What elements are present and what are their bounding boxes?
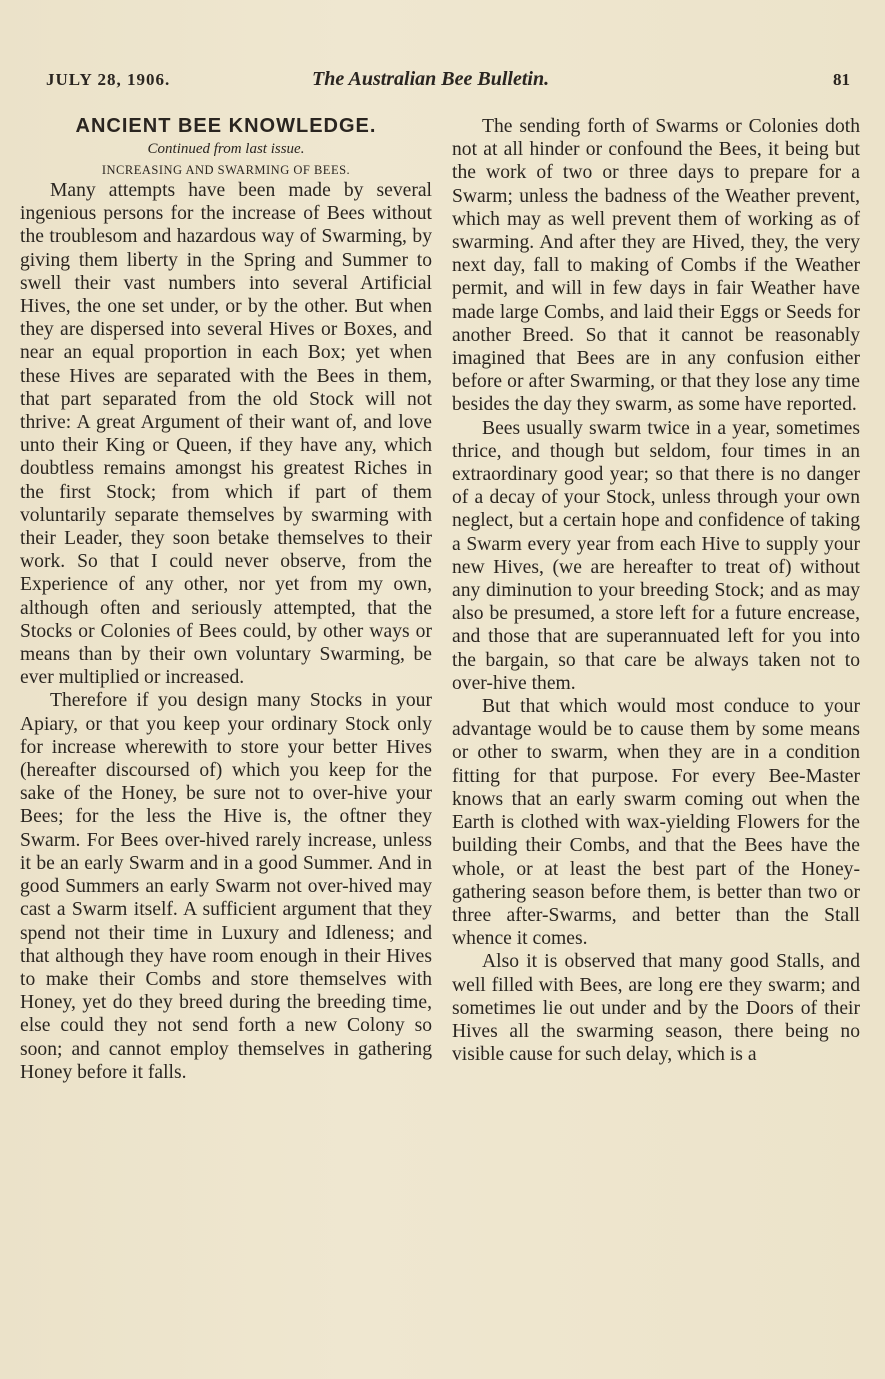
paragraph: Bees usually swarm twice in a year, sometimes thrice, and though but seldom, four times in an extraordinary good year; so that there is no danger of a decay of your Stock, unless through your own neglect, but a certain hope and confidence of taking a Swarm every year from each Hive to supply your new Hives, (we are hereafter to treat of) without any diminution to your breeding Stock; and as may also be presumed, a store left for a future encrease, and those that are superannuated left for you into the bargain, so that care be always taken not to over-hive them. bbox=[452, 417, 860, 694]
right-column bbox=[452, 115, 860, 1066]
column-divider bbox=[441, 112, 442, 1302]
page-number: 81 bbox=[833, 70, 850, 89]
paragraph: Many attempts have been made by several ingenious persons for the increase of Bees without the troublesom and hazardous way of Swarming, by giving them liberty in the Spring and Summer to swell their vast numbers into several Artificial Hives, the one set under, or by the other. But when they are dispersed into several Hives or Boxes, and near an equal proportion in each Box; yet when these Hives are separated with the Bees in them, that part separated from the old Stock will not thrive: A great Argument of their want of, and love unto their King or Queen, if they have any, which doubtless remains amongst his greatest Riches in the first Stock; from which if part of them voluntarily separate themselves by swarming with their Leader, they soon betake themselves to their work. So that I could never observe, from the Experience of any other, nor yet from my own, although often and seriously attempted, that the Stocks or Colonies of Bees could, by other ways or means than by their own voluntary Swarming, be ever multiplied or increased. bbox=[20, 180, 432, 689]
issue-date: JULY 28, 1906. bbox=[46, 70, 171, 89]
paragraph: Therefore if you design many Stocks in your Apiary, or that you keep your ordinary Stock only for increase wherewith to store your better Hives (hereafter discoursed of) which you keep for the sake of the Honey, be sure not to over-hive your Bees; for the less the Hive is, the oftner they Swarm. For Bees over-hived rarely increase, unless it be an early Swarm and in a good Summer. And in good Summers an early Swarm not over-hived may cast a Swarm itself. A sufficient argument that they spend not their time in Luxury and Idleness; and that although they have room enough in their Hives to make their Combs and store themselves with Honey, yet do they breed during the breeding time, else could they not send forth a new Colony so soon; and cannot employ themselves in gathering Honey before it falls. bbox=[20, 690, 432, 1083]
journal-title: The Australian Bee Bulletin. bbox=[312, 68, 550, 90]
left-column bbox=[20, 112, 432, 1084]
page-header bbox=[46, 70, 852, 98]
paragraph: The sending forth of Swarms or Colonies doth not at all hinder or confound the Bees, it being but the work of two or three days to prepare for a Swarm; unless the badness of the Weather prevent, which may as well prevent them of working as of swarming. And after they are Hived, they, the very next day, fall to making of Combs if the Weather permit, and will in few days in fair Weather have made large Combs, and laid their Eggs or Seeds for another Breed. So that it cannot be reasonably imagined that Bees are in any confusion either before or after Swarming, or that they lose any time besides the day they swarm, as some have reported. bbox=[452, 116, 860, 416]
article-subtitle: Continued from last issue. bbox=[147, 141, 305, 157]
paragraph: Also it is observed that many good Stalls, and well filled with Bees, are long ere they swarm; and sometimes lie out under and by the Doors of their Hives all the swarming season, there being no visible cause for such delay, which is a bbox=[452, 951, 860, 1066]
section-heading: INCREASING AND SWARMING OF BEES. bbox=[101, 163, 351, 177]
article-title: ANCIENT BEE KNOWLEDGE. bbox=[75, 115, 377, 137]
paragraph: But that which would most conduce to your advantage would be to cause them by some means or other to swarm, when they are in a condition fitting for that purpose. For every Bee-Master knows that an early swarm coming out when the Earth is clothed with wax-yielding Flowers for the building their Combs, and that the Bees have the whole, or at least the best part of the Honey-gathering season before them, is better than two or three after-Swarms, and better than the Stall whence it comes. bbox=[452, 696, 860, 950]
